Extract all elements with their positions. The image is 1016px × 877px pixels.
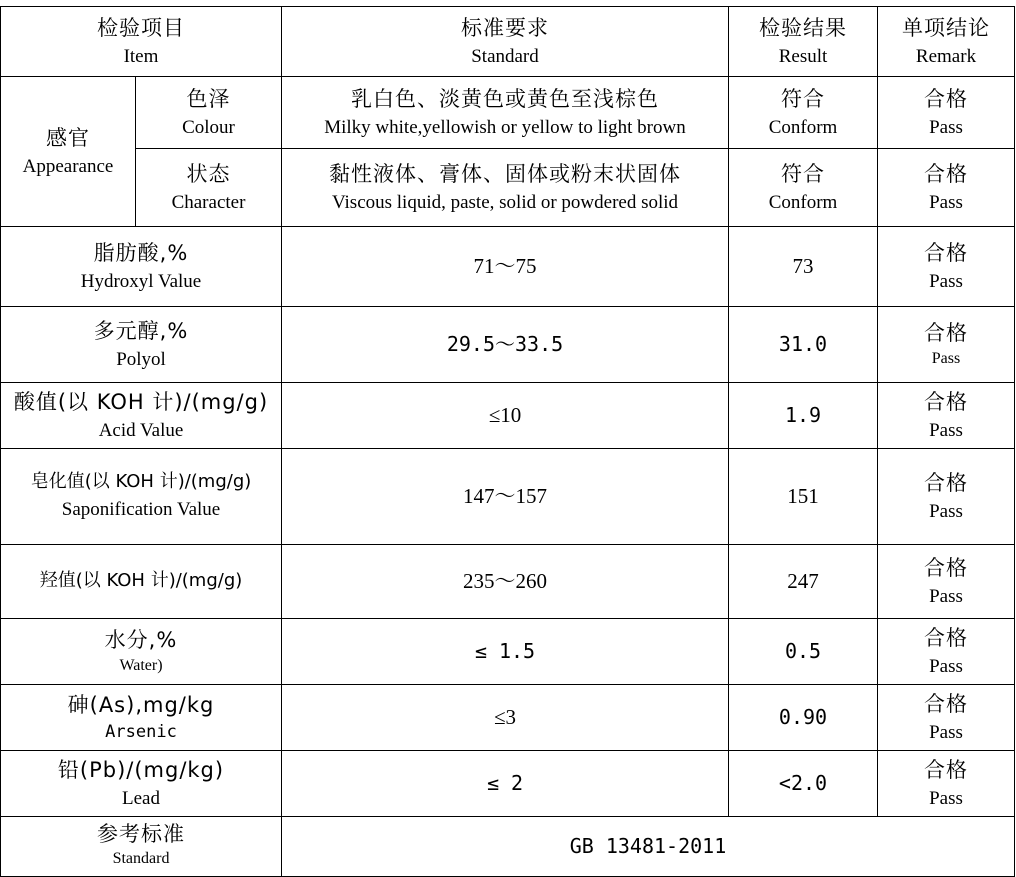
item-en: Acid Value	[98, 419, 184, 441]
character-remark-cell	[878, 149, 1015, 227]
item-zh: 铅(Pb)/(mg/kg)	[57, 757, 225, 782]
appearance-group-zh: 感官	[46, 125, 90, 150]
remark-en: Pass	[929, 585, 963, 607]
character-result-en: Conform	[768, 191, 838, 213]
header-remark-cell	[878, 7, 1015, 77]
header-result-en: Result	[778, 45, 828, 67]
standard-cell: 147～157	[282, 449, 729, 545]
colour-remark-cell	[878, 77, 1015, 149]
table-row	[1, 449, 1015, 545]
remark-cell	[878, 545, 1015, 619]
item-cell	[1, 685, 282, 751]
item-zh: 砷(As),mg/kg	[67, 692, 215, 717]
item-cell	[1, 227, 282, 307]
colour-remark-zh: 合格	[924, 86, 968, 111]
item-cell	[1, 751, 282, 817]
header-item-en: Item	[123, 45, 159, 67]
remark-cell	[878, 619, 1015, 685]
remark-en: Pass	[929, 721, 963, 743]
header-row	[1, 7, 1015, 77]
remark-zh: 合格	[924, 555, 968, 580]
appearance-group-en: Appearance	[22, 155, 114, 177]
result-cell: 1.9	[729, 383, 878, 449]
header-result-zh: 检验结果	[759, 15, 847, 40]
header-standard-cell	[282, 7, 729, 77]
item-zh: 皂化值(以 KOH 计)/(mg/g)	[30, 471, 252, 493]
header-item-cell	[1, 7, 282, 77]
result-cell: 151	[729, 449, 878, 545]
reference-label-zh: 参考标准	[97, 822, 185, 846]
appearance-group-cell	[1, 77, 136, 227]
header-result-cell	[729, 7, 878, 77]
item-cell	[1, 545, 282, 619]
character-item-zh: 状态	[186, 161, 231, 186]
table-row	[1, 619, 1015, 685]
header-remark-zh: 单项结论	[902, 15, 990, 40]
remark-zh: 合格	[924, 470, 968, 495]
remark-en: Pass	[929, 787, 963, 809]
item-zh: 水分,%	[104, 628, 178, 653]
colour-standard-zh: 乳白色、淡黄色或黄色至浅棕色	[351, 86, 659, 111]
standard-cell: ≤10	[282, 383, 729, 449]
standard-cell: 29.5～33.5	[282, 307, 729, 383]
reference-label-cell	[1, 817, 282, 877]
item-en: Saponification Value	[61, 498, 221, 520]
item-cell	[1, 449, 282, 545]
remark-cell	[878, 449, 1015, 545]
remark-cell	[878, 307, 1015, 383]
remark-en: Pass	[929, 500, 963, 522]
remark-en: Pass	[929, 270, 963, 292]
standard-cell: 235～260	[282, 545, 729, 619]
reference-row	[1, 817, 1015, 877]
standard-cell: ≤ 1.5	[282, 619, 729, 685]
header-standard-zh: 标准要求	[461, 15, 549, 40]
item-cell	[1, 307, 282, 383]
colour-standard-en: Milky white,yellowish or yellow to light brown	[324, 116, 686, 138]
character-remark-zh: 合格	[924, 161, 968, 186]
header-item-zh: 检验项目	[97, 15, 185, 40]
remark-en: Pass	[931, 349, 961, 367]
character-item-en: Character	[171, 191, 246, 213]
item-zh: 酸值(以 KOH 计)/(mg/g)	[13, 389, 269, 414]
result-cell: 247	[729, 545, 878, 619]
character-item-cell	[136, 149, 282, 227]
colour-result-cell	[729, 77, 878, 149]
inspection-table	[0, 6, 1015, 877]
table-row	[1, 307, 1015, 383]
table-row	[1, 685, 1015, 751]
item-zh: 脂肪酸,%	[93, 240, 189, 265]
header-remark-en: Remark	[915, 45, 977, 67]
table-row	[1, 751, 1015, 817]
remark-cell	[878, 227, 1015, 307]
standard-cell: ≤ 2	[282, 751, 729, 817]
remark-zh: 合格	[924, 389, 968, 414]
colour-result-en: Conform	[768, 116, 838, 138]
remark-en: Pass	[929, 655, 963, 677]
remark-zh: 合格	[924, 757, 968, 782]
character-standard-zh: 黏性液体、膏体、固体或粉末状固体	[329, 161, 681, 186]
standard-cell: ≤3	[282, 685, 729, 751]
remark-en: Pass	[929, 419, 963, 441]
item-en: Hydroxyl Value	[80, 270, 202, 292]
item-zh: 羟值(以 KOH 计)/(mg/g)	[39, 570, 243, 592]
item-zh: 多元醇,%	[93, 318, 189, 343]
item-en: Lead	[122, 787, 160, 809]
reference-value-cell: GB 13481-2011	[282, 817, 1015, 877]
item-cell	[1, 383, 282, 449]
colour-result-zh: 符合	[781, 86, 825, 111]
table-row	[1, 227, 1015, 307]
remark-zh: 合格	[924, 691, 968, 716]
standard-cell: 71～75	[282, 227, 729, 307]
result-cell: 0.90	[729, 685, 878, 751]
remark-zh: 合格	[924, 321, 968, 346]
character-standard-en: Viscous liquid, paste, solid or powdered solid	[331, 191, 679, 213]
colour-row	[1, 77, 1015, 149]
header-standard-en: Standard	[471, 45, 539, 67]
colour-item-cell	[136, 77, 282, 149]
colour-standard-cell	[282, 77, 729, 149]
item-en: Polyol	[116, 348, 166, 370]
result-cell: 0.5	[729, 619, 878, 685]
character-result-zh: 符合	[781, 161, 825, 186]
reference-label-en: Standard	[112, 850, 170, 868]
colour-item-en: Colour	[182, 116, 235, 138]
character-standard-cell	[282, 149, 729, 227]
item-cell	[1, 619, 282, 685]
item-en: Water)	[119, 656, 163, 674]
item-en: Arsenic	[105, 722, 177, 742]
table-row	[1, 383, 1015, 449]
remark-zh: 合格	[924, 240, 968, 265]
character-row	[1, 149, 1015, 227]
colour-remark-en: Pass	[929, 116, 963, 138]
character-result-cell	[729, 149, 878, 227]
result-cell: 73	[729, 227, 878, 307]
result-cell: <2.0	[729, 751, 878, 817]
colour-item-zh: 色泽	[186, 86, 231, 111]
remark-zh: 合格	[924, 625, 968, 650]
remark-cell	[878, 685, 1015, 751]
remark-cell	[878, 383, 1015, 449]
character-remark-en: Pass	[929, 191, 963, 213]
result-cell: 31.0	[729, 307, 878, 383]
remark-cell	[878, 751, 1015, 817]
table-row	[1, 545, 1015, 619]
